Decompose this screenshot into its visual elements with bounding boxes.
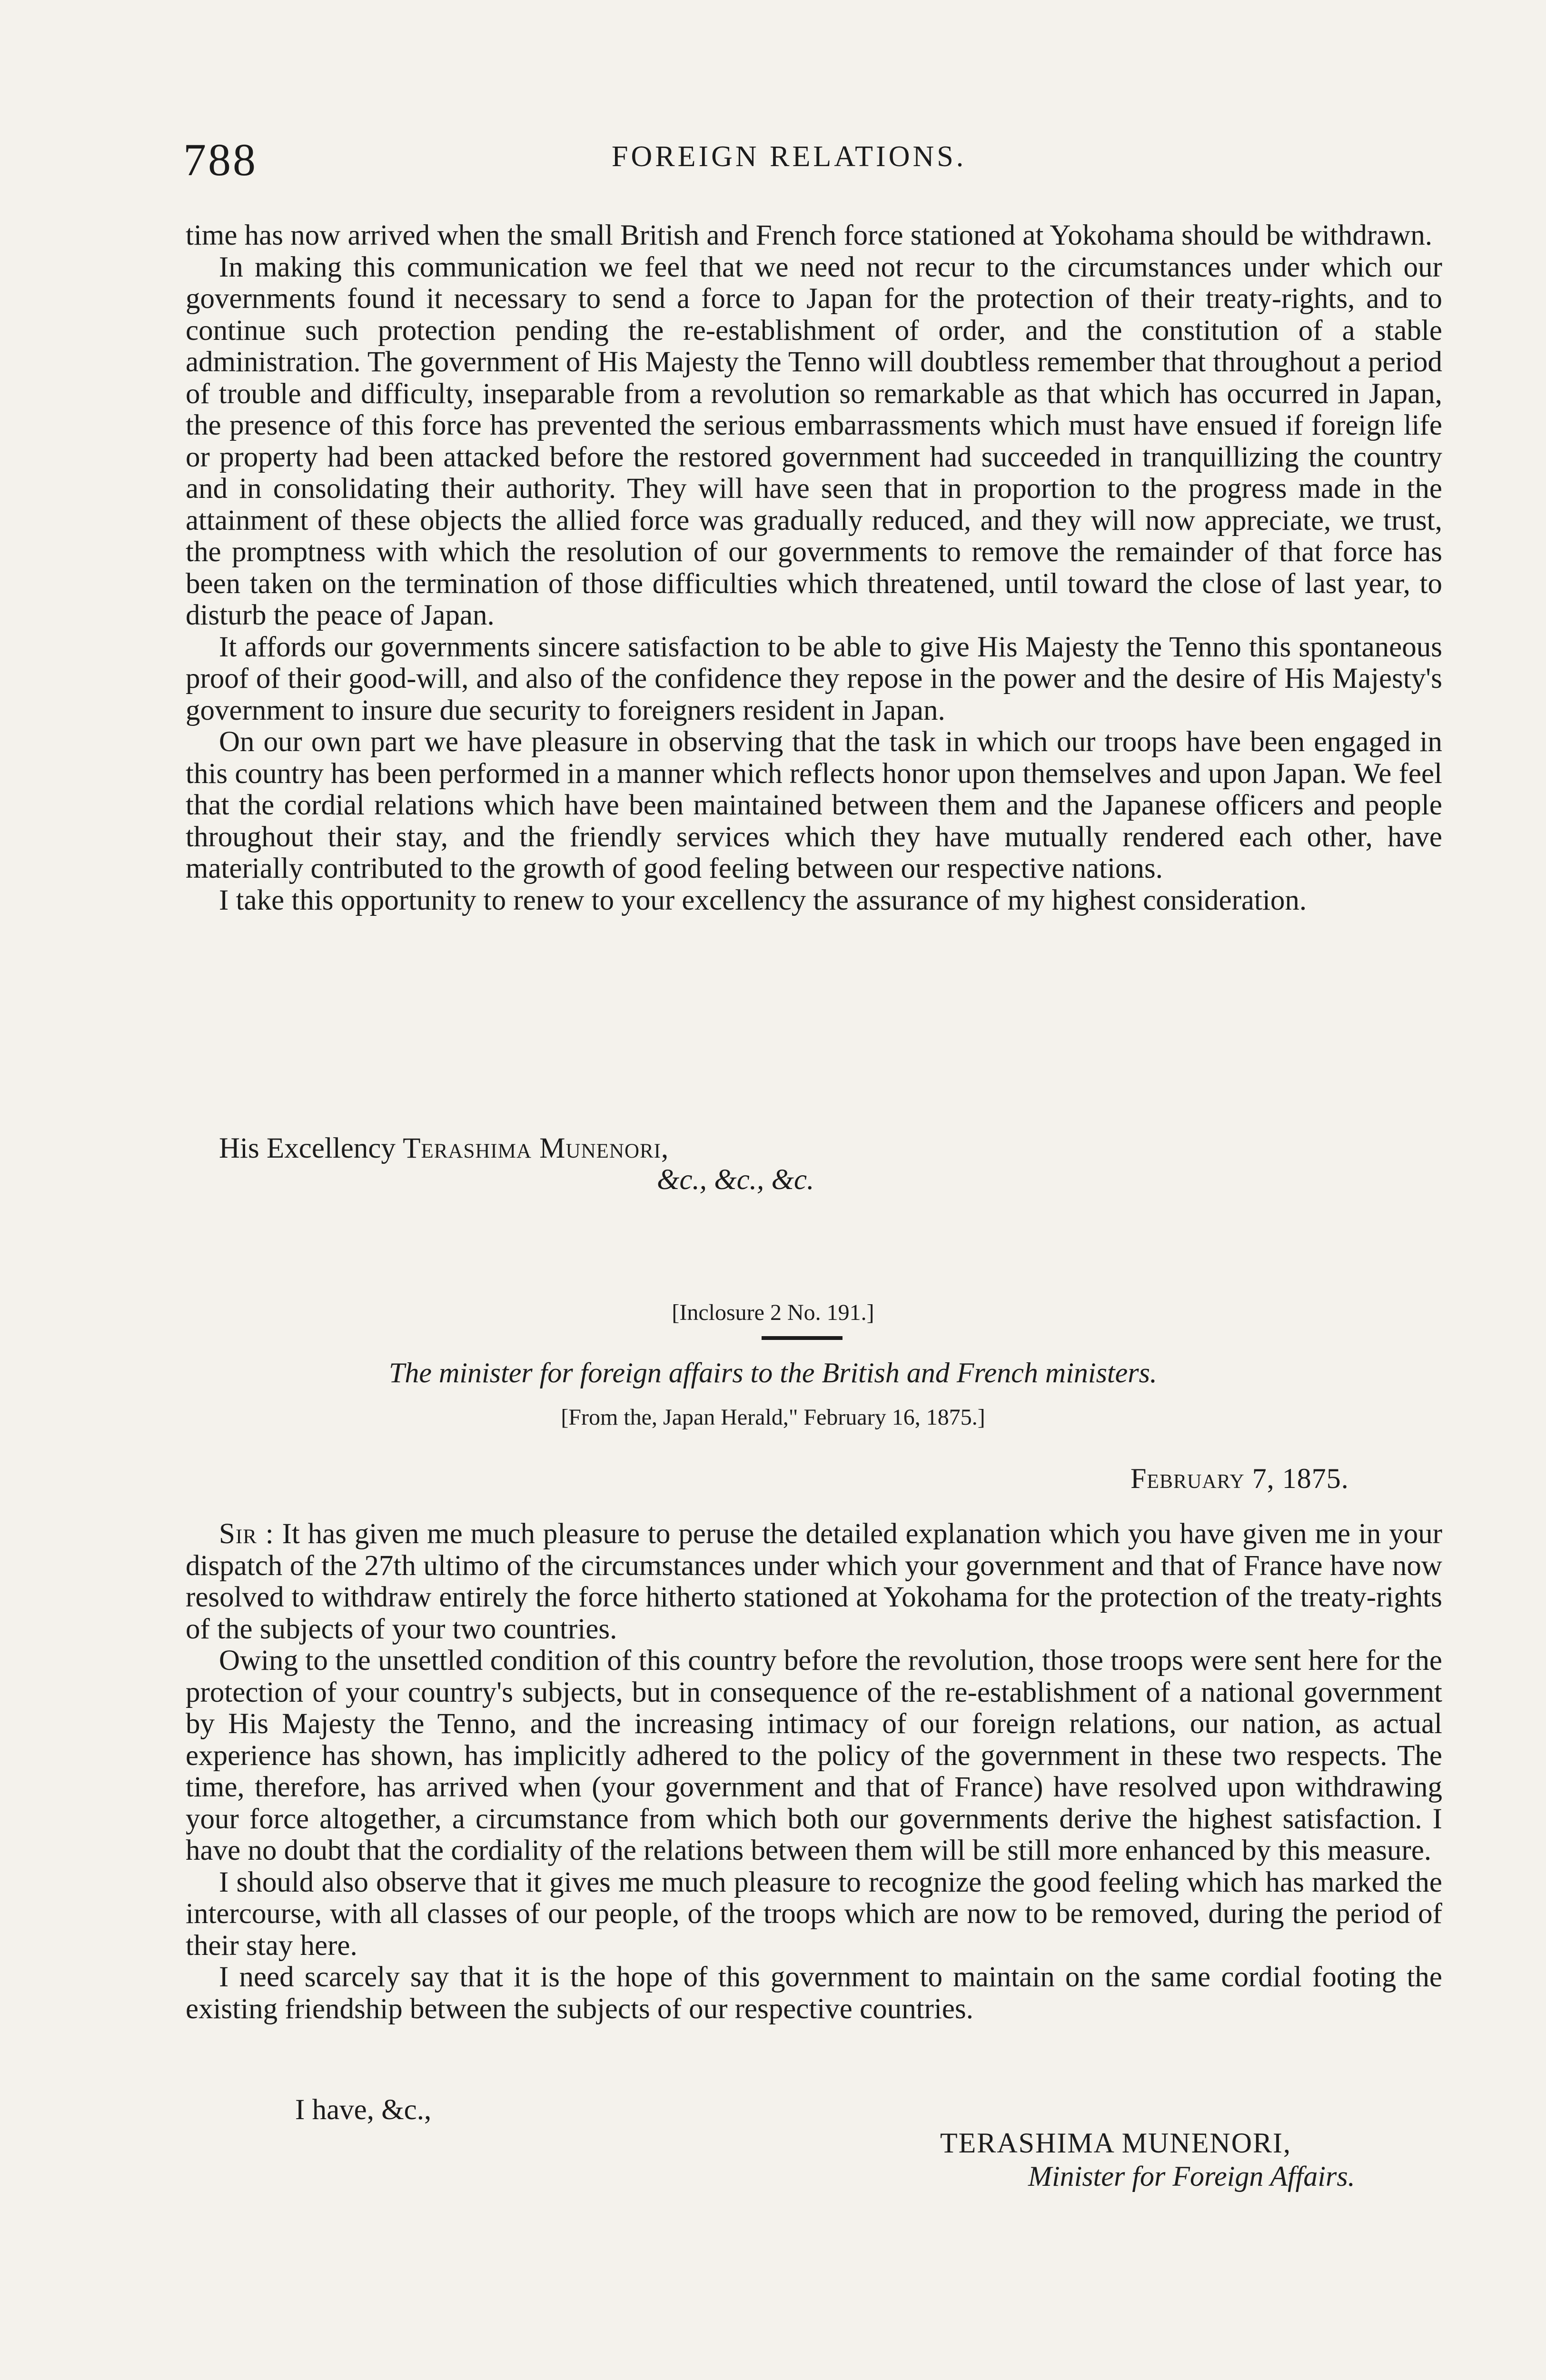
letter1-paragraph: On our own part we have pleasure in observing that the task in which our troops have been engaged in this country has been performed in a manner which reflects honor upon themselves and upon Japan. We feel that the cordial relations which have been maintained between them and the Japanese officers and people throughout their stay, and the friendly services which they have mutually rendered each other, have materially contributed to the growth of good feeling between our respective nations. xyxy=(186,726,1442,884)
letter1-paragraph: It affords our governments sincere satisfaction to be able to give His Majesty the Tenno this spontaneous proof of their good-will, and also of the confidence they repose in the power and the desire of His Majesty's government to insure due security to foreigners resident in Japan. xyxy=(186,631,1442,726)
source-note: [From the, Japan Herald," February 16, 1875.] xyxy=(561,1405,985,1430)
letter2-paragraph: I need scarcely say that it is the hope of this government to maintain on the same cordial footing the existing friendship between the subjects of our respective countries. xyxy=(186,1961,1442,2025)
letter1-paragraph: In making this communication we feel that we need not recur to the circumstances under which our governments found it necessary to send a force to Japan for the protection of their treaty-rights, and to continue such protection pending the re-establishment of order, and the constitution of a stable administration. The government of His Majesty the Tenno will doubtless remember that throughout a period of trouble and difficulty, inseparable from a revolution so remarkable as that which has occurred in Japan, the presence of this force has prevented the serious embarrassments which must have ensued if foreign life or property had been attacked before the restored government had succeeded in tranquillizing the country and in consolidating their authority. They will have seen that in proportion to the progress made in the attainment of these objects the allied force was gradually reduced, and they will now appreciate, we trust, the promptness with which the resolution of our governments to remove the remainder of that force has been taken on the termination of those difficulties which threatened, until toward the close of last year, to disturb the peace of Japan. xyxy=(186,251,1442,631)
signature-title: Minister for Foreign Affairs. xyxy=(1028,2161,1355,2192)
page-number: 788 xyxy=(183,134,258,185)
letter2-paragraph: Owing to the unsettled condition of this country before the revolution, those troops were sent here for the protection of your country's subjects, but in consequence of the re-establishment of a national government by His Majesty the Tenno, and the increasing intimacy of our foreign relations, our nation, as actual experience has shown, has implicitly adhered to the policy of the government in these two respects. The time, therefore, has arrived when (your government and that of France) have resolved upon withdrawing your force altogether, a circumstance from which both our governments derive the highest satisfaction. I have no doubt that the cordiality of the relations between them will be still more enhanced by this measure. xyxy=(186,1645,1442,1866)
inclosure-label: [Inclosure 2 No. 191.] xyxy=(672,1300,874,1325)
letter2-paragraph-text: It has given me much pleasure to peruse the detailed explanation which you have given me in your dispatch of the 27th ultimo of the circumstances under which your government and that of France have now resolved to withdraw entirely the force hitherto stationed at Yokohama for the protection of the treaty-rights of the subjects of your two countries. xyxy=(186,1518,1443,1645)
letter2-date: February 7, 1875. xyxy=(1130,1463,1349,1494)
signature-name: TERASHIMA MUNENORI, xyxy=(940,2127,1292,2159)
letter2-closing: I have, &c., xyxy=(295,2094,432,2126)
section-divider xyxy=(762,1336,842,1340)
addressee-suffix: &c., &c., &c. xyxy=(657,1164,814,1196)
addressee-prefix: His Excellency xyxy=(219,1132,403,1164)
letter1-paragraph: I take this opportunity to renew to your excellency the assurance of my highest consideration. xyxy=(219,884,1307,916)
page-header xyxy=(183,133,1440,186)
letter1-paragraph: time has now arrived when the small British and French force stationed at Yokohama should be withdrawn. xyxy=(186,219,1433,251)
letter1-addressee xyxy=(219,1133,669,1164)
running-head: FOREIGN RELATIONS. xyxy=(612,140,967,173)
letter2-body xyxy=(186,1518,1442,2025)
letter2-paragraph: I should also observe that it gives me much pleasure to recognize the good feeling which has marked the intercourse, with all classes of our people, of the troops which are now to be removed, during the period of their stay here. xyxy=(186,1866,1442,1962)
salutation: Sir : xyxy=(219,1518,274,1550)
letter2-paragraph xyxy=(186,1518,1442,1645)
addressee-name: Terashima Munenori, xyxy=(403,1132,669,1164)
document-caption: The minister for foreign affairs to the British and French ministers. xyxy=(389,1357,1157,1388)
letter1-body xyxy=(186,220,1442,916)
